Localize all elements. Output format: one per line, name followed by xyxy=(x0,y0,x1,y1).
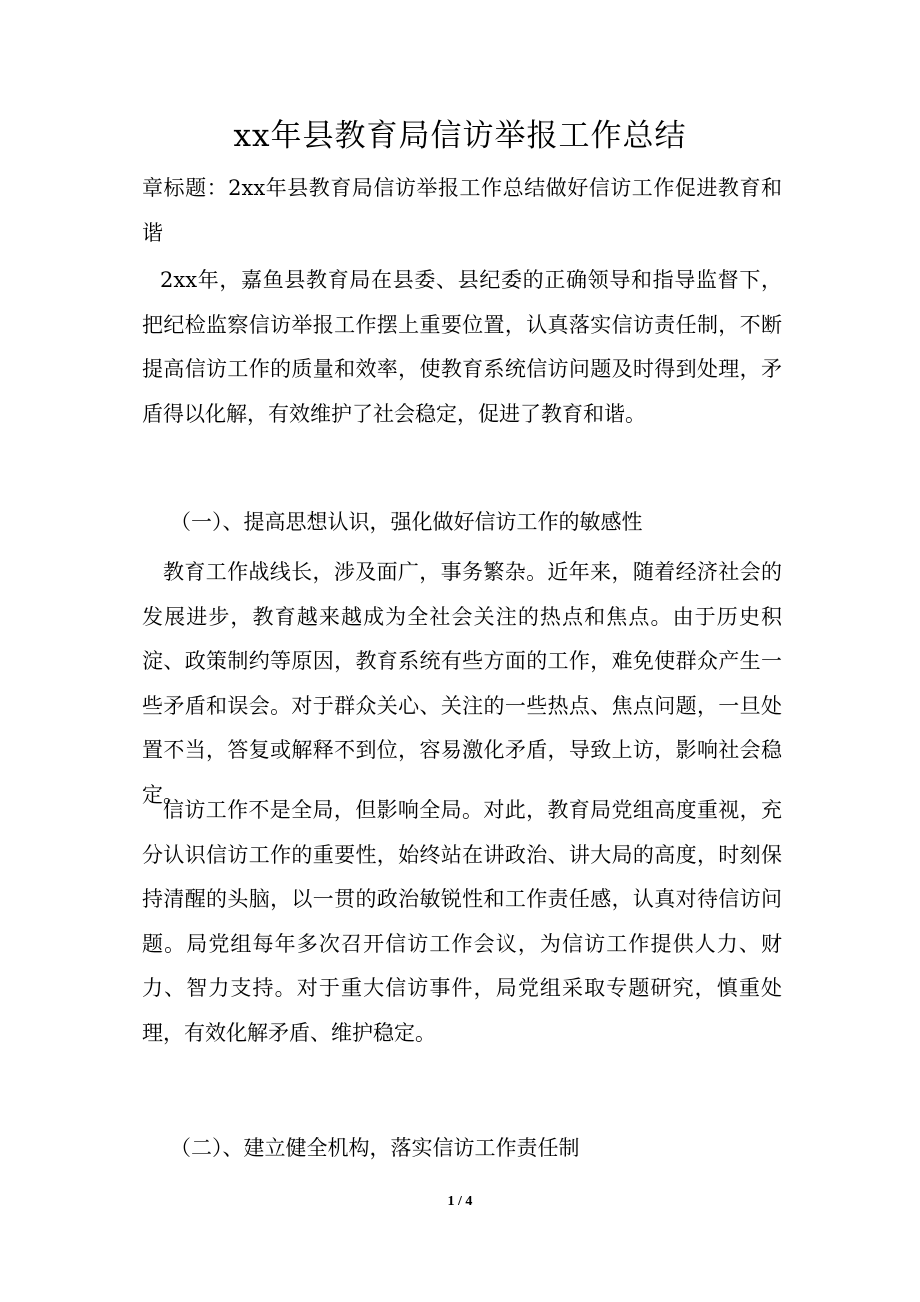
document-title: xx年县教育局信访举报工作总结 xyxy=(233,118,687,154)
page-number: 1 / 4 xyxy=(447,1194,473,1209)
section-2-heading: （二）、建立健全机构，落实信访工作责任制 xyxy=(170,1136,580,1160)
chapter-subtitle: 章标题：2xx年县教育局信访举报工作总结做好信访工作促进教育和谐 xyxy=(142,176,782,245)
section-1-paragraph-1: 教育工作战线长，涉及面广，事务繁杂。近年来，随着经济社会的发展进步，教育越来越成为全社会关注的热点和焦点。由于历史积淀、政策制约等原因，教育系统有些方面的工作，难免使群众产生一些矛盾和误会。对于群众关心、关注的一些热点、焦点问题，一旦处置不当，答复或解释不到位，容易激化矛盾，导致上访，影响社会稳定。 xyxy=(142,560,782,807)
section-1-paragraph-2: 信访工作不是全局，但影响全局。对此，教育局党组高度重视，充分认识信访工作的重要性，始终站在讲政治、讲大局的高度，时刻保持清醒的头脑，以一贯的政治敏锐性和工作责任感，认真对待信访问题。局党组每年多次召开信访工作会议，为信访工作提供人力、财力、智力支持。对于重大信访事件，局党组采取专题研究，慎重处理，有效化解矛盾、维护稳定。 xyxy=(142,798,782,1045)
section-1-heading: （一）、提高思想认识，强化做好信访工作的敏感性 xyxy=(170,510,643,534)
intro-paragraph: 2xx年，嘉鱼县教育局在县委、县纪委的正确领导和指导监督下，把纪检监察信访举报工作摆上重要位置，认真落实信访责任制，不断提高信访工作的质量和效率，使教育系统信访问题及时得到处理，矛盾得以化解，有效维护了社会稳定，促进了教育和谐。 xyxy=(142,268,782,426)
